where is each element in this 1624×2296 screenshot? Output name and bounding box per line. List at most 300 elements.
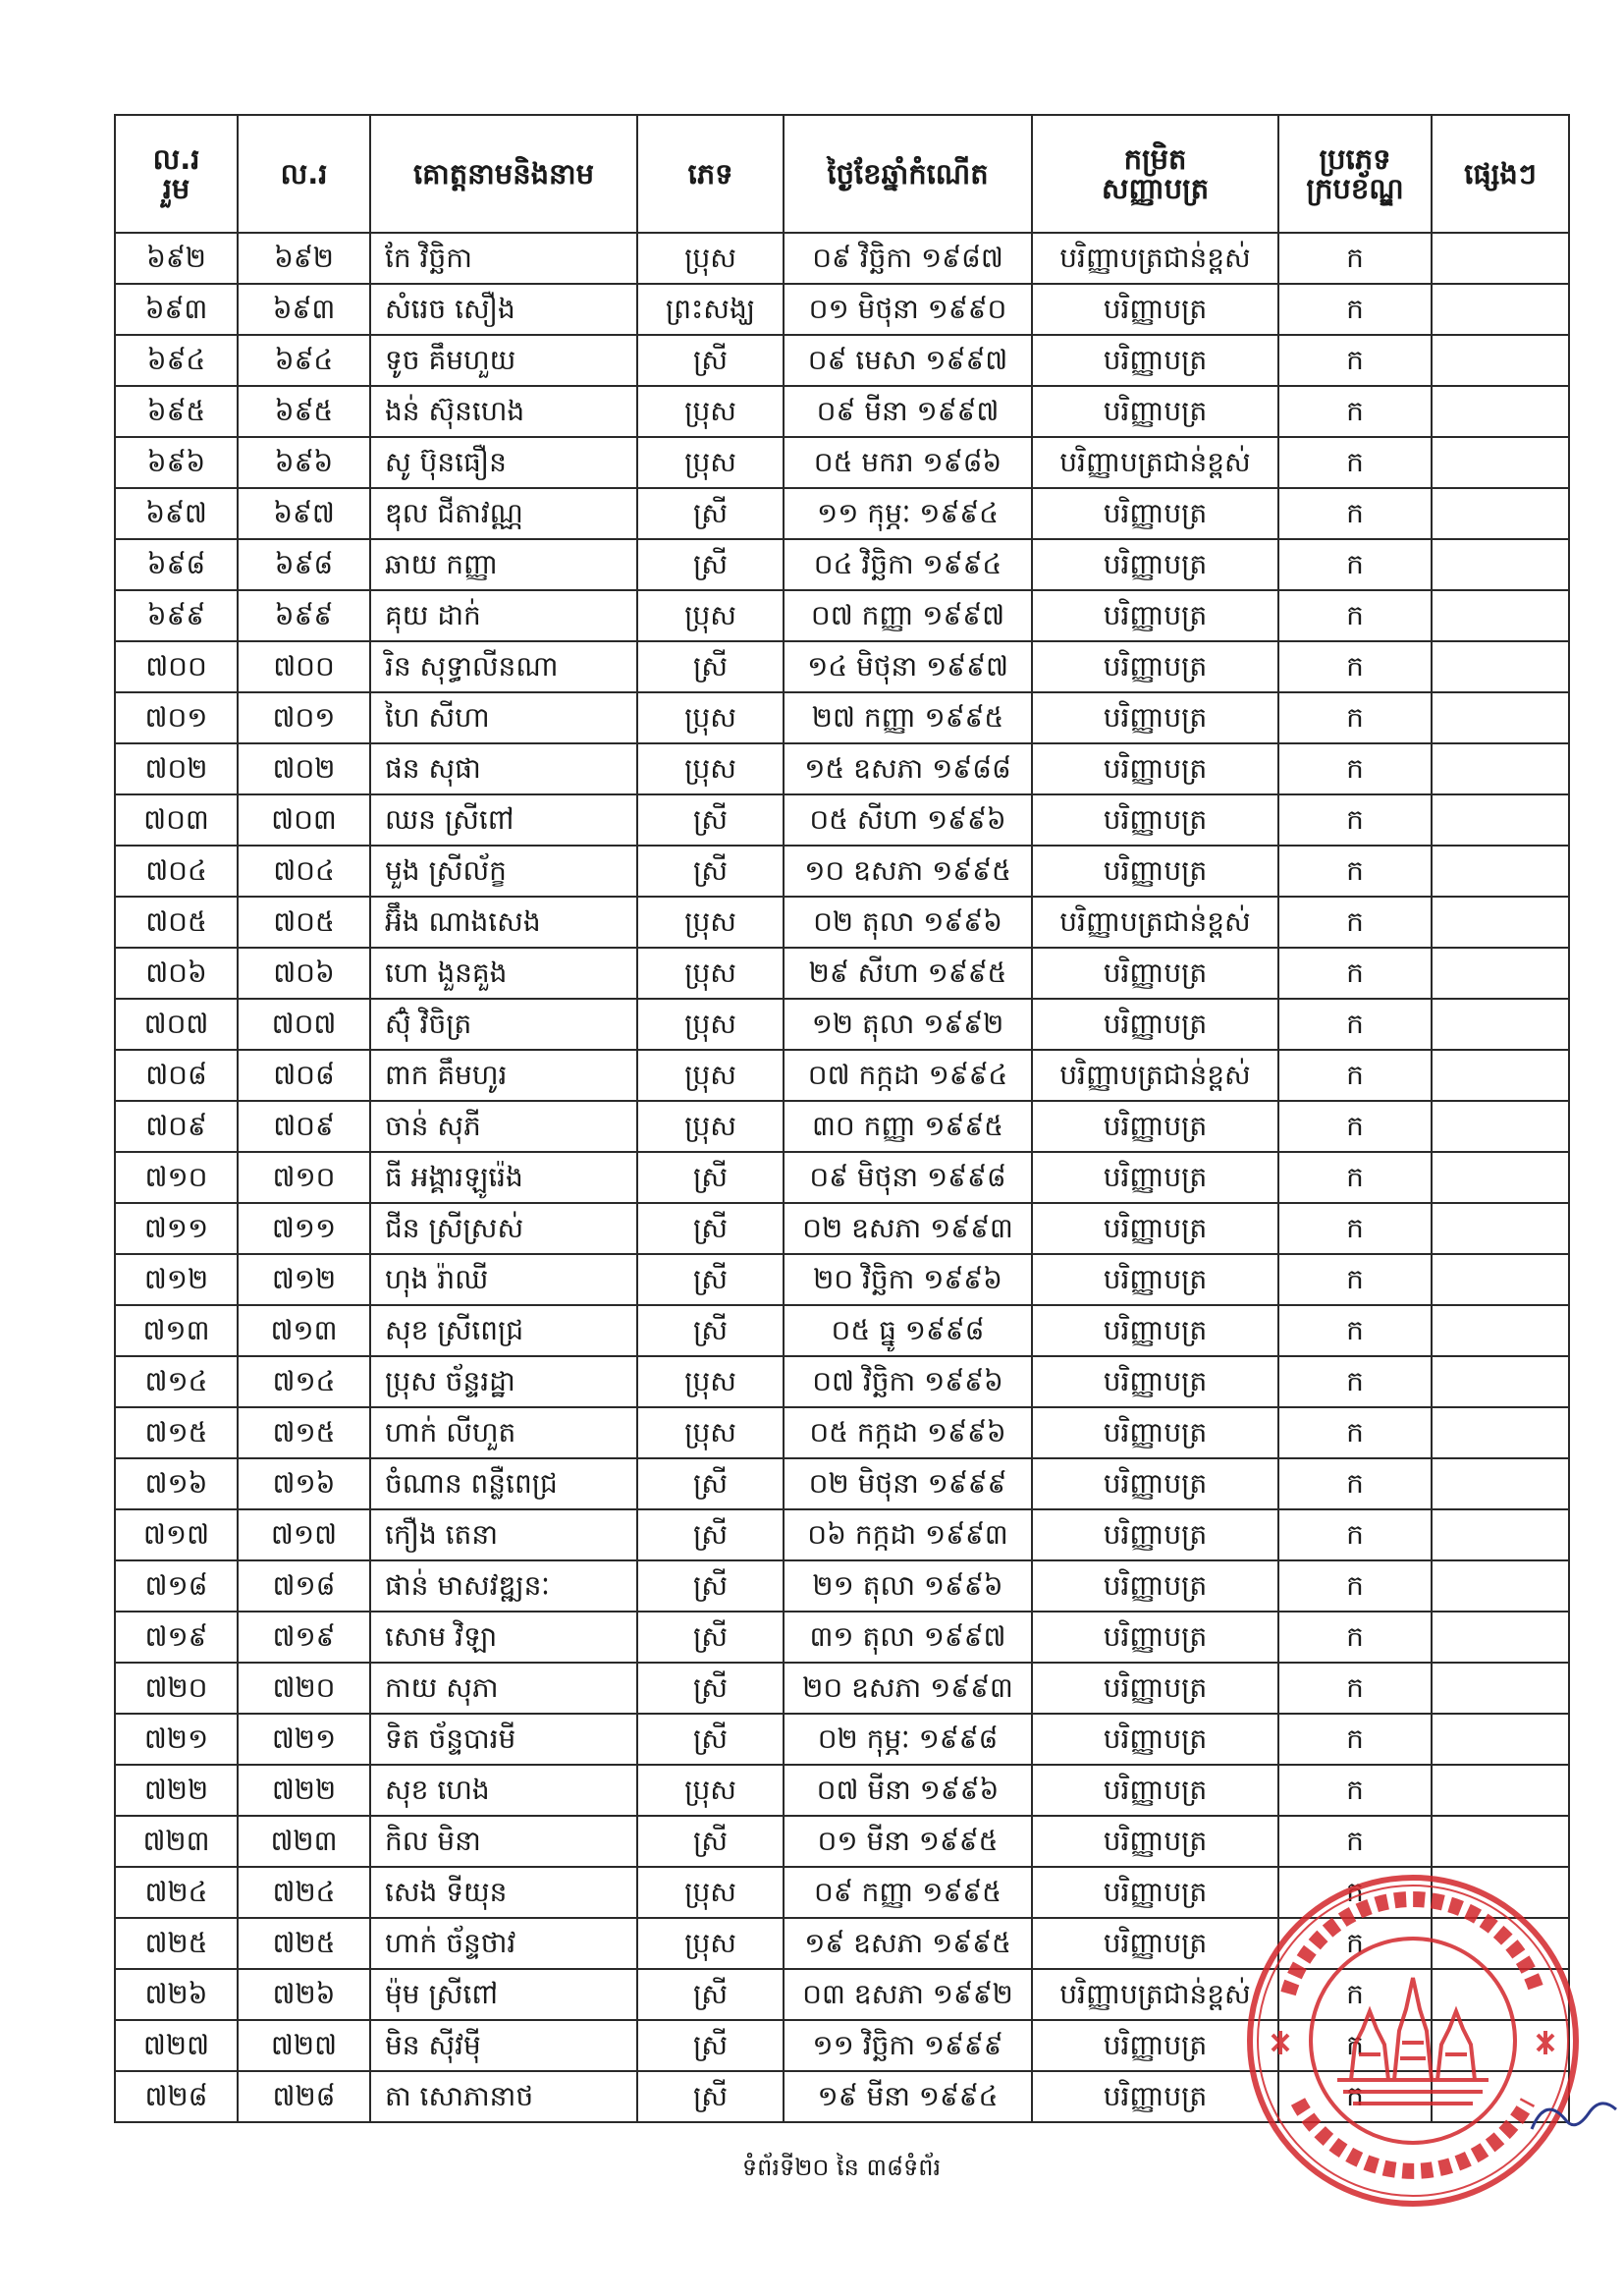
cell-no: ៧១៥ (238, 1407, 370, 1458)
cell-category: ក (1278, 1407, 1432, 1458)
table-row (115, 2071, 1569, 2122)
cell-category: ក (1278, 897, 1432, 948)
cell-other (1432, 284, 1569, 335)
cell-sex: ប្រុស (637, 948, 784, 999)
cell-no: ៧២៦ (238, 1969, 370, 2020)
cell-name: ងន់ ស៊ុនហេង (370, 386, 637, 437)
cell-other (1432, 1305, 1569, 1356)
cell-sex: ប្រុស (637, 386, 784, 437)
cell-no: ៦៩៦ (238, 437, 370, 488)
cell-total-no: ៧១៥ (115, 1407, 238, 1458)
cell-degree: បរិញ្ញាបត្រ (1032, 948, 1278, 999)
cell-other (1432, 1969, 1569, 2020)
cell-sex: ស្រី (637, 1714, 784, 1765)
table-row (115, 1458, 1569, 1509)
header-dob: ថ្ងៃខែឆ្នាំកំណើត (784, 115, 1032, 233)
table-row (115, 1509, 1569, 1560)
header-category (1278, 115, 1432, 233)
cell-category: ក (1278, 1305, 1432, 1356)
cell-other (1432, 1458, 1569, 1509)
cell-name: កែ វិច្ឆិកា (370, 233, 637, 284)
cell-other (1432, 846, 1569, 897)
cell-total-no: ៧២៧ (115, 2020, 238, 2071)
cell-total-no: ៧២០ (115, 1663, 238, 1714)
table-row (115, 1918, 1569, 1969)
cell-other (1432, 948, 1569, 999)
cell-degree: បរិញ្ញាបត្រ (1032, 999, 1278, 1050)
table-row (115, 335, 1569, 386)
cell-category: ក (1278, 846, 1432, 897)
cell-category: ក (1278, 488, 1432, 539)
cell-other (1432, 233, 1569, 284)
cell-name: សេង ទីយុន (370, 1867, 637, 1918)
cell-dob: ០៩ កញ្ញា ១៩៩៥ (784, 1867, 1032, 1918)
cell-total-no: ៦៩៦ (115, 437, 238, 488)
table-row (115, 386, 1569, 437)
cell-no: ៧១២ (238, 1254, 370, 1305)
cell-sex: ប្រុស (637, 897, 784, 948)
cell-no: ៧១០ (238, 1152, 370, 1203)
cell-other (1432, 1714, 1569, 1765)
cell-sex: ស្រី (637, 1305, 784, 1356)
cell-sex: ស្រី (637, 846, 784, 897)
cell-degree: បរិញ្ញាបត្រ (1032, 1458, 1278, 1509)
cell-total-no: ៧២៥ (115, 1918, 238, 1969)
cell-name: គុយ ដាក់ (370, 590, 637, 641)
cell-other (1432, 386, 1569, 437)
cell-total-no: ៧១២ (115, 1254, 238, 1305)
table-row (115, 1203, 1569, 1254)
header-degree-line1: កម្រិត (1123, 141, 1187, 176)
cell-sex: ប្រុស (637, 1356, 784, 1407)
cell-degree: បរិញ្ញាបត្រ (1032, 1356, 1278, 1407)
table-row (115, 846, 1569, 897)
cell-degree: បរិញ្ញាបត្រ (1032, 1254, 1278, 1305)
cell-no: ៧២៤ (238, 1867, 370, 1918)
cell-degree: បរិញ្ញាបត្រ (1032, 1407, 1278, 1458)
cell-dob: ១៩ ឧសភា ១៩៩៥ (784, 1918, 1032, 1969)
table-row (115, 692, 1569, 743)
cell-degree: បរិញ្ញាបត្រ (1032, 1509, 1278, 1560)
table-body (115, 233, 1569, 2122)
cell-sex: ប្រុស (637, 1918, 784, 1969)
table-row (115, 488, 1569, 539)
header-name: គោត្តនាមនិងនាម (370, 115, 637, 233)
cell-other (1432, 1560, 1569, 1612)
cell-other (1432, 335, 1569, 386)
cell-other (1432, 590, 1569, 641)
cell-no: ៦៩៤ (238, 335, 370, 386)
cell-name: អ៊ឹង ណាងសេង (370, 897, 637, 948)
header-row (115, 115, 1569, 233)
cell-degree: បរិញ្ញាបត្រជាន់ខ្ពស់ (1032, 437, 1278, 488)
cell-sex: ស្រី (637, 1816, 784, 1867)
header-category-line1: ប្រភេទ (1319, 141, 1391, 176)
cell-no: ៧២៨ (238, 2071, 370, 2122)
cell-name: ម៉ុម ស្រីពៅ (370, 1969, 637, 2020)
cell-category: ក (1278, 1152, 1432, 1203)
cell-total-no: ៧១៦ (115, 1458, 238, 1509)
cell-total-no: ៦៩៤ (115, 335, 238, 386)
cell-other (1432, 1867, 1569, 1918)
cell-sex: ប្រុស (637, 1867, 784, 1918)
table-row (115, 1407, 1569, 1458)
cell-no: ៧០៨ (238, 1050, 370, 1101)
cell-total-no: ៧២៣ (115, 1816, 238, 1867)
cell-no: ៧០៤ (238, 846, 370, 897)
cell-name: ប្រុស ច័ន្ទរដ្ឋា (370, 1356, 637, 1407)
cell-name: ទិត ច័ន្ទបារមី (370, 1714, 637, 1765)
table-row (115, 590, 1569, 641)
cell-dob: ១៩ មីនា ១៩៩៤ (784, 2071, 1032, 2122)
cell-sex: ស្រី (637, 2020, 784, 2071)
cell-dob: ០៥ កក្កដា ១៩៩៦ (784, 1407, 1032, 1458)
cell-name: ចំណាន ពន្លឺពេជ្រ (370, 1458, 637, 1509)
cell-degree: បរិញ្ញាបត្រជាន់ខ្ពស់ (1032, 897, 1278, 948)
table-row (115, 794, 1569, 846)
table-row (115, 1560, 1569, 1612)
cell-degree: បរិញ្ញាបត្រ (1032, 1305, 1278, 1356)
cell-no: ៧០៧ (238, 999, 370, 1050)
header-other: ផ្សេងៗ (1432, 115, 1569, 233)
cell-name: ជីន ស្រីស្រស់ (370, 1203, 637, 1254)
cell-category: ក (1278, 2020, 1432, 2071)
cell-category: ក (1278, 1969, 1432, 2020)
cell-other (1432, 1101, 1569, 1152)
cell-category: ក (1278, 1254, 1432, 1305)
cell-category: ក (1278, 1101, 1432, 1152)
cell-sex: ប្រុស (637, 590, 784, 641)
cell-no: ៦៩៩ (238, 590, 370, 641)
cell-sex: ស្រី (637, 488, 784, 539)
cell-category: ក (1278, 1663, 1432, 1714)
cell-category: ក (1278, 437, 1432, 488)
cell-name: តា សោភានាថ (370, 2071, 637, 2122)
cell-degree: បរិញ្ញាបត្រ (1032, 386, 1278, 437)
cell-category: ក (1278, 1765, 1432, 1816)
cell-sex: ប្រុស (637, 692, 784, 743)
cell-degree: បរិញ្ញាបត្រ (1032, 284, 1278, 335)
cell-category: ក (1278, 794, 1432, 846)
table-row (115, 1254, 1569, 1305)
cell-no: ៧០៥ (238, 897, 370, 948)
cell-other (1432, 1356, 1569, 1407)
cell-dob: ០៩ មិថុនា ១៩៩៨ (784, 1152, 1032, 1203)
cell-total-no: ៧២៦ (115, 1969, 238, 2020)
cell-sex: ស្រី (637, 2071, 784, 2122)
cell-no: ៦៩៣ (238, 284, 370, 335)
cell-name: ហាក់ ច័ន្ទថាវ (370, 1918, 637, 1969)
header-sex: ភេទ (637, 115, 784, 233)
cell-degree: បរិញ្ញាបត្រ (1032, 743, 1278, 794)
cell-name: ឆាយ កញ្ញា (370, 539, 637, 590)
cell-other (1432, 897, 1569, 948)
cell-category: ក (1278, 335, 1432, 386)
header-total-no-line2: រួម (162, 172, 190, 205)
cell-category: ក (1278, 2071, 1432, 2122)
cell-degree: បរិញ្ញាបត្រ (1032, 641, 1278, 692)
cell-total-no: ៦៩៨ (115, 539, 238, 590)
cell-total-no: ៧០៣ (115, 794, 238, 846)
table-row (115, 1663, 1569, 1714)
cell-degree: បរិញ្ញាបត្រ (1032, 794, 1278, 846)
cell-degree: បរិញ្ញាបត្រ (1032, 1765, 1278, 1816)
cell-no: ៧១១ (238, 1203, 370, 1254)
cell-total-no: ៧២៨ (115, 2071, 238, 2122)
cell-degree: បរិញ្ញាបត្រ (1032, 846, 1278, 897)
cell-degree: បរិញ្ញាបត្រ (1032, 2071, 1278, 2122)
cell-sex: ស្រី (637, 1254, 784, 1305)
cell-total-no: ៧១០ (115, 1152, 238, 1203)
cell-dob: ០២ មិថុនា ១៩៩៩ (784, 1458, 1032, 1509)
cell-dob: ១១ កុម្ភៈ ១៩៩៤ (784, 488, 1032, 539)
cell-other (1432, 1407, 1569, 1458)
cell-name: កឿង តេនា (370, 1509, 637, 1560)
cell-sex: ប្រុស (637, 437, 784, 488)
cell-dob: ០២ តុលា ១៩៩៦ (784, 897, 1032, 948)
table-row (115, 1816, 1569, 1867)
header-total-no (115, 115, 238, 233)
cell-no: ៧២២ (238, 1765, 370, 1816)
cell-no: ៧០៩ (238, 1101, 370, 1152)
cell-total-no: ៧១១ (115, 1203, 238, 1254)
cell-category: ក (1278, 1816, 1432, 1867)
cell-degree: បរិញ្ញាបត្រជាន់ខ្ពស់ (1032, 1050, 1278, 1101)
cell-no: ៧១៩ (238, 1612, 370, 1663)
cell-dob: ០៥ ធ្នូ ១៩៩៨ (784, 1305, 1032, 1356)
cell-total-no: ៧០១ (115, 692, 238, 743)
cell-total-no: ៧០២ (115, 743, 238, 794)
cell-name: ឌុល ជីតាវណ្ណ (370, 488, 637, 539)
cell-no: ៦៩៧ (238, 488, 370, 539)
cell-dob: ០៥ សីហា ១៩៩៦ (784, 794, 1032, 846)
cell-dob: ១១ វិច្ឆិកា ១៩៩៩ (784, 2020, 1032, 2071)
table-row (115, 999, 1569, 1050)
cell-no: ៧២៣ (238, 1816, 370, 1867)
cell-dob: ៣១ តុលា ១៩៩៧ (784, 1612, 1032, 1663)
cell-other (1432, 539, 1569, 590)
table-row (115, 284, 1569, 335)
cell-dob: ០៤ វិច្ឆិកា ១៩៩៤ (784, 539, 1032, 590)
cell-degree: បរិញ្ញាបត្រ (1032, 1714, 1278, 1765)
cell-name: ឈន ស្រីពៅ (370, 794, 637, 846)
cell-name: ស៊ុំ វិចិត្រ (370, 999, 637, 1050)
cell-name: ហោ ងួនគួង (370, 948, 637, 999)
cell-category: ក (1278, 233, 1432, 284)
cell-sex: ប្រុស (637, 1101, 784, 1152)
cell-no: ៧២៧ (238, 2020, 370, 2071)
table-row (115, 641, 1569, 692)
cell-degree: បរិញ្ញាបត្រ (1032, 1867, 1278, 1918)
cell-name: ពាក គឹមហូរ (370, 1050, 637, 1101)
cell-name: ហាក់ លីហួត (370, 1407, 637, 1458)
cell-no: ៧០២ (238, 743, 370, 794)
cell-dob: ១២ តុលា ១៩៩២ (784, 999, 1032, 1050)
cell-dob: ២០ វិច្ឆិកា ១៩៩៦ (784, 1254, 1032, 1305)
cell-category: ក (1278, 1509, 1432, 1560)
cell-dob: ៣០ កញ្ញា ១៩៩៥ (784, 1101, 1032, 1152)
cell-sex: ស្រី (637, 1458, 784, 1509)
table-row (115, 948, 1569, 999)
cell-other (1432, 488, 1569, 539)
table-row (115, 2020, 1569, 2071)
cell-sex: ស្រី (637, 1560, 784, 1612)
cell-other (1432, 2071, 1569, 2122)
cell-name: កិល មិនា (370, 1816, 637, 1867)
cell-degree: បរិញ្ញាបត្រជាន់ខ្ពស់ (1032, 1969, 1278, 2020)
cell-sex: ប្រុស (637, 233, 784, 284)
table-row (115, 897, 1569, 948)
cell-no: ៧០៦ (238, 948, 370, 999)
cell-name: កាយ សុភា (370, 1663, 637, 1714)
cell-category: ក (1278, 641, 1432, 692)
cell-total-no: ៧០៦ (115, 948, 238, 999)
cell-no: ៦៩៨ (238, 539, 370, 590)
page-number: ទំព័រទី២០ នៃ ៣៨ទំព័រ (741, 2154, 942, 2181)
cell-name: ទូច គឹមហួយ (370, 335, 637, 386)
cell-name: សូ ប៊ុនធឿន (370, 437, 637, 488)
cell-dob: ០៩ មេសា ១៩៩៧ (784, 335, 1032, 386)
cell-sex: ប្រុស (637, 743, 784, 794)
cell-no: ៧២០ (238, 1663, 370, 1714)
roster-table (114, 114, 1570, 2123)
cell-category: ក (1278, 1356, 1432, 1407)
table-row (115, 1612, 1569, 1663)
cell-dob: ២៧ កញ្ញា ១៩៩៥ (784, 692, 1032, 743)
cell-category: ក (1278, 999, 1432, 1050)
cell-other (1432, 1816, 1569, 1867)
cell-sex: ព្រះសង្ឃ (637, 284, 784, 335)
cell-other (1432, 999, 1569, 1050)
cell-total-no: ៧០៥ (115, 897, 238, 948)
cell-no: ៦៩៥ (238, 386, 370, 437)
cell-name: សុខ ហេង (370, 1765, 637, 1816)
cell-no: ៧១៧ (238, 1509, 370, 1560)
cell-total-no: ៧២១ (115, 1714, 238, 1765)
cell-degree: បរិញ្ញាបត្រ (1032, 1918, 1278, 1969)
cell-category: ក (1278, 1612, 1432, 1663)
cell-other (1432, 794, 1569, 846)
header-category-line2: ក្របខ័ណ្ឌ (1306, 172, 1404, 205)
cell-name: ផាន់ មាសវឌ្ឍនៈ (370, 1560, 637, 1612)
cell-other (1432, 1765, 1569, 1816)
cell-sex: ស្រី (637, 1152, 784, 1203)
cell-category: ក (1278, 1458, 1432, 1509)
cell-dob: ០៩ វិច្ឆិកា ១៩៨៧ (784, 233, 1032, 284)
cell-degree: បរិញ្ញាបត្រ (1032, 692, 1278, 743)
cell-dob: ០៦ កក្កដា ១៩៩៣ (784, 1509, 1032, 1560)
table-row (115, 1050, 1569, 1101)
cell-other (1432, 1918, 1569, 1969)
cell-total-no: ៧០០ (115, 641, 238, 692)
cell-other (1432, 437, 1569, 488)
cell-dob: ២៩ សីហា ១៩៩៥ (784, 948, 1032, 999)
cell-category: ក (1278, 1203, 1432, 1254)
cell-degree: បរិញ្ញាបត្រ (1032, 488, 1278, 539)
cell-sex: ប្រុស (637, 999, 784, 1050)
cell-sex: ស្រី (637, 794, 784, 846)
header-degree (1032, 115, 1278, 233)
cell-degree: បរិញ្ញាបត្រ (1032, 539, 1278, 590)
cell-other (1432, 1612, 1569, 1663)
cell-sex: ប្រុស (637, 1407, 784, 1458)
table-row (115, 1356, 1569, 1407)
cell-total-no: ៦៩៣ (115, 284, 238, 335)
table-row (115, 539, 1569, 590)
cell-no: ៧២១ (238, 1714, 370, 1765)
cell-dob: ០៧ កញ្ញា ១៩៩៧ (784, 590, 1032, 641)
cell-dob: ០៧ វិច្ឆិកា ១៩៩៦ (784, 1356, 1032, 1407)
cell-dob: ០៩ មីនា ១៩៩៧ (784, 386, 1032, 437)
table-row (115, 1969, 1569, 2020)
cell-category: ក (1278, 948, 1432, 999)
cell-total-no: ៦៩២ (115, 233, 238, 284)
cell-sex: ស្រី (637, 335, 784, 386)
cell-total-no: ៧២៤ (115, 1867, 238, 1918)
cell-name: ហុង រ៉ាឈី (370, 1254, 637, 1305)
header-no: ល.រ (238, 115, 370, 233)
cell-name: សំរេច សឿង (370, 284, 637, 335)
cell-degree: បរិញ្ញាបត្រ (1032, 1560, 1278, 1612)
cell-category: ក (1278, 1918, 1432, 1969)
cell-total-no: ៧១៣ (115, 1305, 238, 1356)
cell-dob: ០៧ មីនា ១៩៩៦ (784, 1765, 1032, 1816)
table-header (115, 115, 1569, 233)
cell-no: ៦៩២ (238, 233, 370, 284)
cell-sex: ស្រី (637, 539, 784, 590)
table-row (115, 1101, 1569, 1152)
cell-name: សោម វិឡា (370, 1612, 637, 1663)
cell-no: ៧១៨ (238, 1560, 370, 1612)
cell-other (1432, 641, 1569, 692)
cell-degree: បរិញ្ញាបត្រ (1032, 1203, 1278, 1254)
cell-name: មួង ស្រីល័ក្ខ (370, 846, 637, 897)
cell-dob: ២០ ឧសភា ១៩៩៣ (784, 1663, 1032, 1714)
cell-dob: ០២ កុម្ភៈ ១៩៩៨ (784, 1714, 1032, 1765)
cell-degree: បរិញ្ញាបត្រ (1032, 1663, 1278, 1714)
cell-total-no: ៧២២ (115, 1765, 238, 1816)
header-total-no-line1: ល.រ (152, 141, 200, 176)
cell-no: ៧២៥ (238, 1918, 370, 1969)
cell-dob: ០២ ឧសភា ១៩៩៣ (784, 1203, 1032, 1254)
cell-sex: ស្រី (637, 1969, 784, 2020)
table-row (115, 1765, 1569, 1816)
cell-no: ៧០៣ (238, 794, 370, 846)
cell-dob: ០៥ មករា ១៩៨៦ (784, 437, 1032, 488)
cell-total-no: ៧១៧ (115, 1509, 238, 1560)
cell-total-no: ៦៩៥ (115, 386, 238, 437)
cell-no: ៧០១ (238, 692, 370, 743)
cell-degree: បរិញ្ញាបត្រ (1032, 2020, 1278, 2071)
cell-category: ក (1278, 1867, 1432, 1918)
cell-sex: ប្រុស (637, 1050, 784, 1101)
cell-other (1432, 1254, 1569, 1305)
cell-name: មិន ស៊ីវម៉ី (370, 2020, 637, 2071)
cell-category: ក (1278, 1560, 1432, 1612)
cell-dob: ១៥ ឧសភា ១៩៨៨ (784, 743, 1032, 794)
cell-dob: ២១ តុលា ១៩៩៦ (784, 1560, 1032, 1612)
cell-category: ក (1278, 743, 1432, 794)
table-row (115, 743, 1569, 794)
cell-sex: ស្រី (637, 1509, 784, 1560)
cell-degree: បរិញ្ញាបត្រ (1032, 590, 1278, 641)
header-degree-line2: សញ្ញាបត្រ (1101, 172, 1210, 205)
cell-total-no: ៧០៨ (115, 1050, 238, 1101)
cell-degree: បរិញ្ញាបត្រ (1032, 1612, 1278, 1663)
cell-dob: ០៣ ឧសភា ១៩៩២ (784, 1969, 1032, 2020)
cell-sex: ស្រី (637, 1663, 784, 1714)
table-row (115, 437, 1569, 488)
